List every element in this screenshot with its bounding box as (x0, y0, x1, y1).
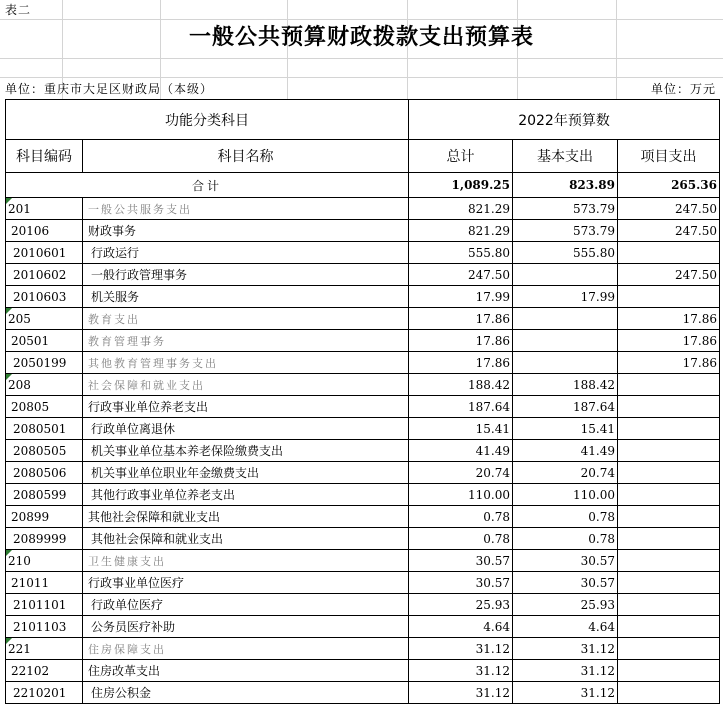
table-row (6, 352, 720, 374)
grid-line (0, 19, 723, 20)
table-row (6, 308, 720, 330)
total-amount: 1,089.25 (409, 173, 513, 198)
header-functional-category: 功能分类科目 (6, 100, 409, 140)
cell-comment-marker-icon (6, 308, 12, 314)
total-project-amount: 265.36 (618, 173, 720, 198)
row-code: 2010602 (6, 264, 83, 286)
row-total: 555.80 (409, 242, 513, 264)
row-project (618, 682, 720, 704)
row-basic: 25.93 (513, 594, 618, 616)
row-name: 其他教育管理事务支出 (83, 352, 409, 374)
row-total: 31.12 (409, 638, 513, 660)
row-code: 210 (6, 550, 83, 572)
row-code: 2080506 (6, 462, 83, 484)
row-name: 行政单位医疗 (83, 594, 409, 616)
row-total: 17.99 (409, 286, 513, 308)
table-row (6, 418, 720, 440)
cell-comment-marker-icon (6, 638, 12, 644)
row-basic (513, 264, 618, 286)
row-name: 教育管理事务 (83, 330, 409, 352)
row-code: 2010603 (6, 286, 83, 308)
row-basic: 573.79 (513, 220, 618, 242)
table-number-label: 表二 (5, 3, 32, 17)
row-project (618, 528, 720, 550)
row-name: 行政事业单位养老支出 (83, 396, 409, 418)
row-name: 住房公积金 (83, 682, 409, 704)
page-title: 一般公共预算财政拨款支出预算表 (188, 25, 534, 50)
row-code: 20501 (6, 330, 83, 352)
row-name: 一般行政管理事务 (83, 264, 409, 286)
table-row (6, 242, 720, 264)
row-code: 22102 (6, 660, 83, 682)
unit-currency-label: 单位：万元 (650, 82, 716, 96)
row-total: 188.42 (409, 374, 513, 396)
row-code: 2101101 (6, 594, 83, 616)
total-row (6, 173, 720, 198)
row-total: 30.57 (409, 550, 513, 572)
row-basic (513, 352, 618, 374)
row-project (618, 616, 720, 638)
row-code: 208 (6, 374, 83, 396)
row-project (618, 660, 720, 682)
table-row (6, 440, 720, 462)
row-name: 公务员医疗补助 (83, 616, 409, 638)
row-project (618, 572, 720, 594)
row-project (618, 484, 720, 506)
grid-line (0, 58, 723, 59)
row-total: 41.49 (409, 440, 513, 462)
row-basic: 0.78 (513, 528, 618, 550)
row-basic: 188.42 (513, 374, 618, 396)
row-name: 行政单位离退休 (83, 418, 409, 440)
row-total: 25.93 (409, 594, 513, 616)
table-row (6, 286, 720, 308)
row-project: 17.86 (618, 352, 720, 374)
row-code: 2101103 (6, 616, 83, 638)
row-total: 821.29 (409, 198, 513, 220)
row-project (618, 440, 720, 462)
row-total: 30.57 (409, 572, 513, 594)
row-name: 其他社会保障和就业支出 (83, 506, 409, 528)
row-basic: 0.78 (513, 506, 618, 528)
row-total: 31.12 (409, 682, 513, 704)
header-total: 总计 (409, 140, 513, 173)
row-name: 行政运行 (83, 242, 409, 264)
row-project: 17.86 (618, 330, 720, 352)
row-code: 221 (6, 638, 83, 660)
row-name: 住房改革支出 (83, 660, 409, 682)
total-label: 合计 (6, 173, 409, 198)
table-row (6, 528, 720, 550)
row-code: 2080505 (6, 440, 83, 462)
budget-table (5, 99, 720, 704)
row-total: 0.78 (409, 506, 513, 528)
table-row (6, 484, 720, 506)
row-total: 17.86 (409, 308, 513, 330)
row-basic: 30.57 (513, 550, 618, 572)
row-code: 20106 (6, 220, 83, 242)
row-basic: 15.41 (513, 418, 618, 440)
row-project (618, 550, 720, 572)
row-project (618, 594, 720, 616)
table-row (6, 462, 720, 484)
table-row (6, 374, 720, 396)
row-total: 31.12 (409, 660, 513, 682)
header-code: 科目编码 (6, 140, 83, 173)
table-row (6, 330, 720, 352)
table-row (6, 616, 720, 638)
cell-comment-marker-icon (6, 550, 12, 556)
table-row (6, 550, 720, 572)
row-basic: 17.99 (513, 286, 618, 308)
row-project (618, 418, 720, 440)
row-basic: 20.74 (513, 462, 618, 484)
row-project (618, 396, 720, 418)
row-code: 2080599 (6, 484, 83, 506)
row-basic: 555.80 (513, 242, 618, 264)
row-basic: 31.12 (513, 638, 618, 660)
row-code: 21011 (6, 572, 83, 594)
row-name: 教育支出 (83, 308, 409, 330)
row-code: 20805 (6, 396, 83, 418)
row-project: 17.86 (618, 308, 720, 330)
row-name: 其他行政事业单位养老支出 (83, 484, 409, 506)
row-total: 110.00 (409, 484, 513, 506)
row-name: 住房保障支出 (83, 638, 409, 660)
row-name: 财政事务 (83, 220, 409, 242)
row-basic: 31.12 (513, 682, 618, 704)
row-total: 0.78 (409, 528, 513, 550)
row-name: 一般公共服务支出 (83, 198, 409, 220)
row-basic: 30.57 (513, 572, 618, 594)
header-project: 项目支出 (618, 140, 720, 173)
row-project (618, 242, 720, 264)
row-code: 2080501 (6, 418, 83, 440)
row-total: 187.64 (409, 396, 513, 418)
row-basic (513, 330, 618, 352)
row-code: 201 (6, 198, 83, 220)
row-code: 20899 (6, 506, 83, 528)
row-total: 17.86 (409, 330, 513, 352)
table-row (6, 506, 720, 528)
grid-line (0, 77, 723, 78)
unit-organization-label: 单位：重庆市大足区财政局（本级） (5, 82, 214, 96)
row-name: 机关事业单位职业年金缴费支出 (83, 462, 409, 484)
row-code: 2210201 (6, 682, 83, 704)
row-project (618, 638, 720, 660)
row-project (618, 374, 720, 396)
row-basic: 31.12 (513, 660, 618, 682)
row-total: 17.86 (409, 352, 513, 374)
row-basic: 110.00 (513, 484, 618, 506)
row-name: 行政事业单位医疗 (83, 572, 409, 594)
header-budget-year: 2022年预算数 (409, 100, 720, 140)
cell-comment-marker-icon (6, 374, 12, 380)
row-name: 机关事业单位基本养老保险缴费支出 (83, 440, 409, 462)
row-code: 2089999 (6, 528, 83, 550)
row-name: 机关服务 (83, 286, 409, 308)
table-row (6, 682, 720, 704)
row-total: 15.41 (409, 418, 513, 440)
row-project (618, 462, 720, 484)
row-name: 社会保障和就业支出 (83, 374, 409, 396)
header-basic: 基本支出 (513, 140, 618, 173)
row-basic: 4.64 (513, 616, 618, 638)
table-row (6, 396, 720, 418)
total-basic-amount: 823.89 (513, 173, 618, 198)
row-code: 205 (6, 308, 83, 330)
cell-comment-marker-icon (6, 198, 12, 204)
table-row (6, 264, 720, 286)
table-row (6, 638, 720, 660)
row-basic: 41.49 (513, 440, 618, 462)
row-project: 247.50 (618, 220, 720, 242)
row-total: 821.29 (409, 220, 513, 242)
row-code: 2010601 (6, 242, 83, 264)
row-project: 247.50 (618, 264, 720, 286)
row-name: 卫生健康支出 (83, 550, 409, 572)
row-basic: 573.79 (513, 198, 618, 220)
row-total: 247.50 (409, 264, 513, 286)
header-name: 科目名称 (83, 140, 409, 173)
table-row (6, 660, 720, 682)
table-row (6, 594, 720, 616)
row-basic (513, 308, 618, 330)
row-basic: 187.64 (513, 396, 618, 418)
row-project: 247.50 (618, 198, 720, 220)
row-code: 2050199 (6, 352, 83, 374)
table-row (6, 572, 720, 594)
row-total: 4.64 (409, 616, 513, 638)
row-project (618, 286, 720, 308)
table-row (6, 220, 720, 242)
row-name: 其他社会保障和就业支出 (83, 528, 409, 550)
row-project (618, 506, 720, 528)
table-row (6, 198, 720, 220)
row-total: 20.74 (409, 462, 513, 484)
